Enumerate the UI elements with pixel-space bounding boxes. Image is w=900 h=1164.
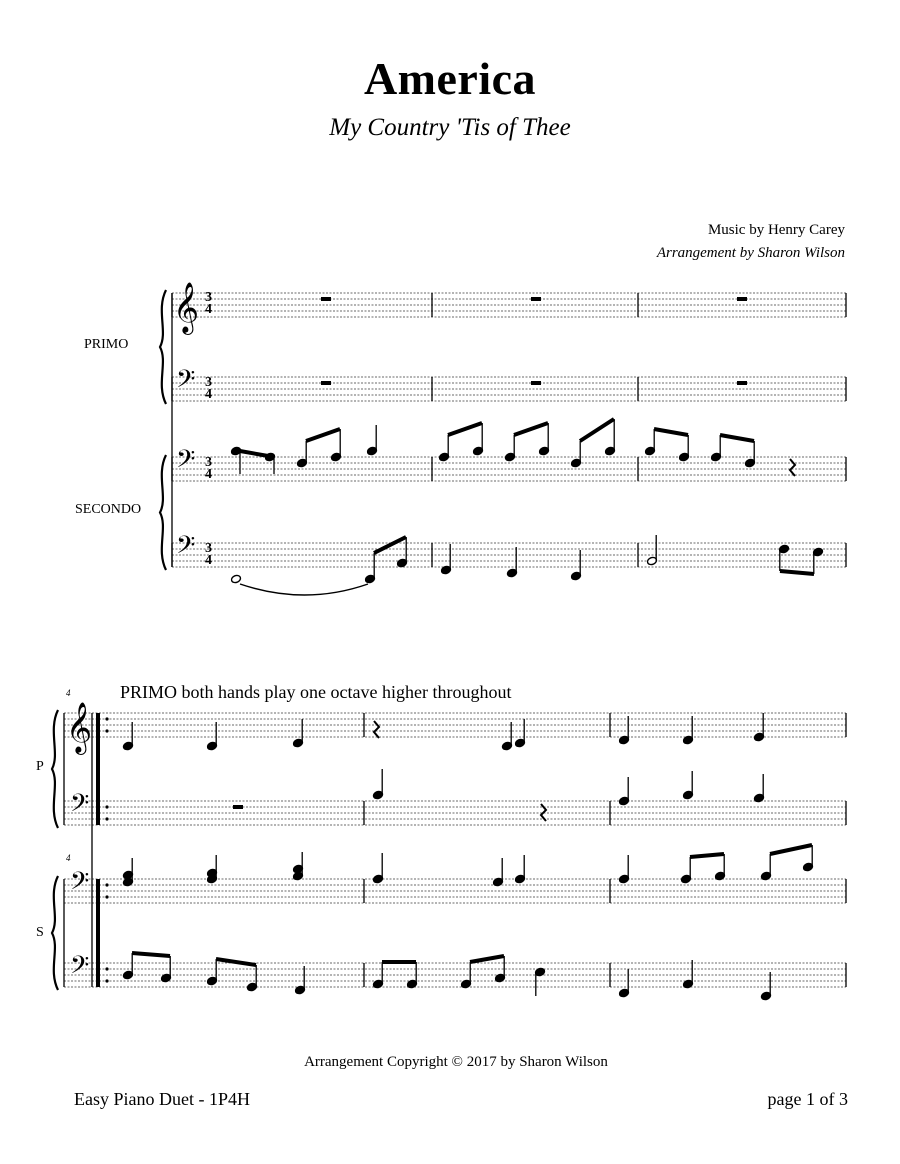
whole-rest (233, 805, 243, 809)
note (711, 435, 722, 462)
note (293, 719, 304, 748)
primo-label: PRIMO (84, 337, 129, 352)
whole-rest (737, 381, 747, 385)
beam (216, 959, 256, 965)
note (683, 960, 694, 989)
beam (780, 571, 814, 574)
tie (240, 584, 368, 595)
note (679, 435, 690, 462)
time-signature-secondo-lower (205, 541, 212, 568)
beam (770, 845, 812, 854)
note (645, 429, 656, 456)
staff-primo-treble (172, 293, 846, 317)
whole-rest (321, 297, 331, 301)
staff-secondo-lower (172, 543, 846, 567)
performance-instruction: PRIMO both hands play one octave higher throughout (120, 682, 512, 702)
brace (52, 876, 58, 990)
footer-title: Easy Piano Duet - 1P4H (74, 1089, 250, 1109)
repeat-dot (105, 967, 108, 970)
staff-p-bass (64, 801, 846, 825)
staff-p-treble (64, 713, 846, 737)
secondo-short-label: S (36, 925, 44, 940)
beam (654, 429, 688, 435)
staff-primo-bass (172, 377, 846, 401)
repeat-dot (105, 883, 108, 886)
repeat-bar (96, 713, 100, 825)
time-signature-primo-treble (205, 290, 212, 317)
bass-clef-icon: 𝄢 (176, 365, 196, 400)
note (123, 953, 134, 980)
composer-credit: Music by Henry Carey (707, 222, 845, 238)
arranger-credit: Arrangement by Sharon Wilson (656, 245, 845, 261)
svg-text:3: 3 (205, 541, 212, 556)
svg-text:4: 4 (205, 302, 212, 317)
note (619, 855, 630, 884)
note (754, 713, 765, 742)
note (473, 423, 484, 456)
note (683, 716, 694, 745)
note (647, 535, 658, 566)
note (681, 857, 692, 884)
note (745, 441, 756, 468)
repeat-dot (105, 895, 108, 898)
note (515, 719, 526, 748)
note (619, 716, 630, 745)
beam (514, 423, 548, 435)
note (297, 441, 308, 468)
note (247, 965, 258, 992)
note (754, 774, 765, 803)
beam (470, 956, 504, 962)
repeat-dot (105, 979, 108, 982)
note (373, 769, 384, 800)
bass-clef-icon: 𝄢 (70, 951, 90, 986)
beam (580, 419, 614, 441)
beam (306, 429, 340, 441)
note (619, 777, 630, 806)
brace (160, 455, 166, 570)
primo-short-label: P (36, 759, 44, 774)
beam (448, 423, 482, 435)
note (515, 855, 526, 884)
note (571, 441, 582, 468)
page-subtitle: My Country 'Tis of Thee (329, 114, 571, 141)
note (231, 574, 242, 584)
page-number: page 1 of 3 (767, 1089, 848, 1109)
treble-clef-icon: 𝄞 (66, 702, 93, 753)
repeat-dot (105, 817, 108, 820)
note (505, 435, 516, 462)
note (535, 967, 546, 996)
svg-text:3: 3 (205, 290, 212, 305)
staff-s-lower (64, 963, 846, 987)
time-signature-primo-bass (205, 375, 212, 402)
treble-clef-icon: 𝄞 (173, 282, 200, 333)
repeat-dot (105, 729, 108, 732)
note (373, 962, 384, 989)
brace (52, 710, 58, 828)
bass-clef-icon: 𝄢 (176, 445, 196, 480)
repeat-bar (96, 879, 100, 987)
note (461, 962, 472, 989)
note (683, 771, 694, 800)
bass-clef-icon: 𝄢 (176, 531, 196, 566)
notation-marks (52, 282, 846, 1001)
staff-s-upper (64, 879, 846, 903)
beam (690, 854, 724, 857)
repeat-dot (105, 717, 108, 720)
brace (160, 290, 166, 404)
note (373, 853, 384, 884)
note (123, 722, 134, 751)
svg-text:4: 4 (205, 467, 212, 482)
bass-clef-icon: 𝄢 (70, 867, 90, 902)
repeat-dot (105, 805, 108, 808)
note (365, 553, 376, 584)
whole-rest (531, 381, 541, 385)
measure-number: 4 (66, 688, 71, 698)
note (779, 544, 790, 571)
note (493, 858, 504, 887)
note (207, 722, 218, 751)
svg-text:3: 3 (205, 455, 212, 470)
whole-rest (531, 297, 541, 301)
note (331, 429, 342, 462)
note (439, 435, 450, 462)
svg-text:3: 3 (205, 375, 212, 390)
svg-text:4: 4 (205, 387, 212, 402)
svg-text:4: 4 (205, 553, 212, 568)
copyright-notice: Arrangement Copyright © 2017 by Sharon Wilson (304, 1054, 608, 1070)
secondo-label: SECONDO (75, 502, 142, 517)
beam (720, 435, 754, 441)
beam (374, 537, 406, 553)
quarter-rest (790, 459, 795, 476)
bass-clef-icon: 𝄢 (70, 789, 90, 824)
note (715, 854, 726, 881)
quarter-rest (374, 721, 379, 738)
time-signature-secondo-upper (205, 455, 212, 482)
note (502, 722, 513, 751)
whole-rest (737, 297, 747, 301)
page-title: America (363, 53, 537, 104)
note (367, 425, 378, 456)
note (761, 854, 772, 881)
note (803, 845, 814, 872)
note (619, 969, 630, 998)
measure-number-secondo: 4 (66, 853, 71, 863)
note (539, 423, 550, 456)
whole-rest (321, 381, 331, 385)
note (761, 972, 772, 1001)
beam (132, 953, 170, 956)
note (507, 547, 518, 578)
note (295, 966, 306, 995)
